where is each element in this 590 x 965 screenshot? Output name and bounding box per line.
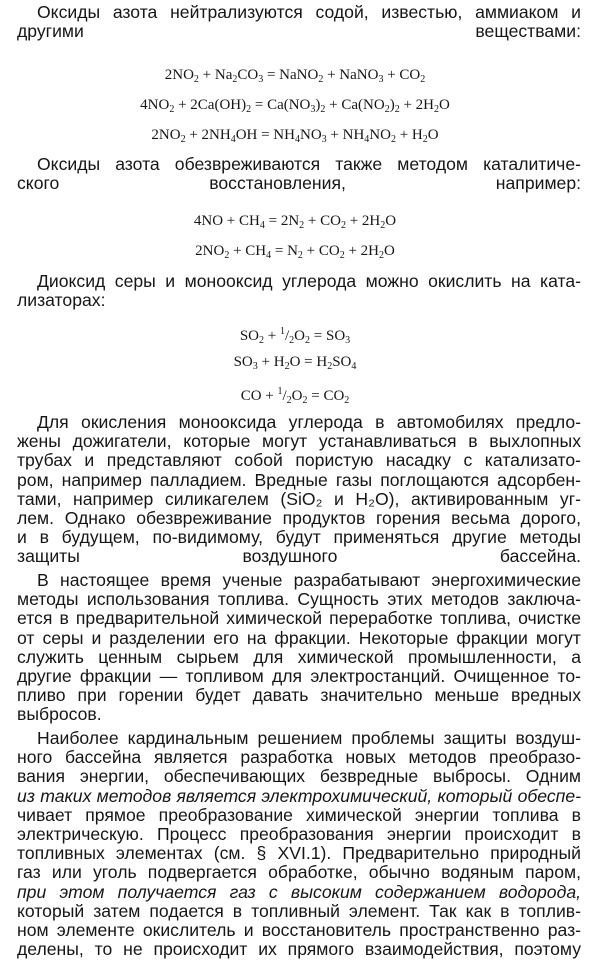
text-line: Оксиды азота обезвреживаются также методом каталитиче- [37, 155, 581, 174]
text-line: Оксиды азота нейтрализуются содой, известью, аммиаком и [37, 3, 581, 22]
text-line: методы использования топлива. Сущность этих методов заключа- [17, 590, 581, 610]
paragraph-catalytic-reduction [17, 155, 581, 193]
text-line: служить ценным сырьем для химической промышленности, а [17, 647, 581, 667]
text-line: при этом получается газ с высоким содержанием водорода, [17, 882, 581, 902]
text-line: чивает прямое преобразование химической энергии топлива в [17, 805, 581, 825]
text-line: Диоксид серы и монооксид углерода можно окислить на ката- [37, 272, 581, 291]
text-line: который затем подается в топливный элемент. Так как в топлив- [17, 901, 581, 921]
text-line: и в будущем, по-видимому, будут применяться другие методы [17, 528, 581, 548]
paragraph-energy-chemical-methods [17, 571, 581, 725]
equation-8: CO + $^1/_2O_2 = CO_2$ [240, 386, 350, 406]
text-line: тами, например силикагелем (SiO₂ и H₂O), активированным уг- [17, 489, 581, 509]
text-line: В настоящее время ученые разрабатывают энергохимические [37, 571, 581, 590]
text-line: ном элементе окислитель и восстановитель пространственно раз- [17, 920, 581, 940]
text-line: Наиболее кардинальным решением проблемы защиты воздуш- [37, 729, 581, 748]
text-line: Для окисления монооксида углерода в автомобилях предло- [37, 413, 581, 432]
paragraph-afterburners [17, 413, 581, 567]
text-line: другими веществами: [17, 21, 581, 42]
equation-6: $SO_2 + ^1/_2O_2 = SO_3$ [239, 326, 351, 346]
equation-5: $2NO_2 + CH_4 = N_2 + CO_2 + 2H_2O$ [195, 243, 395, 261]
text-line: вания энергии, обеспечивающих безвредные выбросы. Одним [17, 767, 581, 787]
text-line: ром, например палладием. Вредные газы поглощаются адсорбен- [17, 470, 581, 490]
text-line: ного бассейна является разработка новых методов преобразо- [17, 748, 581, 768]
text-line: защиты воздушного бассейна. [17, 546, 581, 567]
text-line: газ или уголь подвергается обработке, обычно водяным паром, [17, 863, 581, 883]
text-line: из таких методов является электрохимический, который обеспе- [17, 786, 581, 806]
text-line: электрическую. Процесс преобразования энергии происходит в [17, 824, 581, 844]
paragraph-sulfur-dioxide-oxidation [17, 272, 581, 310]
text-line: делены, то не происходит их прямого взаимодействия, поэтому [17, 940, 581, 960]
text-line: жены дожигатели, которые могут устанавливаться в выхлопных [17, 432, 581, 452]
paragraph-nitrogen-oxides-neutralization [17, 3, 581, 41]
text-line: от серы и разделении его на фракции. Некоторые фракции могут [17, 628, 581, 648]
text-line: лем. Однако обезвреживание продуктов горения весьма дорого, [17, 508, 581, 528]
text-line: топливных элементах (см. § XVI.1). Предварительно природный [17, 844, 581, 864]
equation-3: $2NO_2 + 2NH_4OH = NH_4NO_3 + NH_4NO_2 + H_2O$ [151, 127, 439, 145]
equation-1: $2NO_2 + Na_2CO_3$ = NaNO$_2$ + NaNO$_3$ + $CO_2$ [164, 67, 426, 85]
text-line: другие фракции — топливом для электростанций. Очищенное то- [17, 666, 581, 686]
text-line: ется в предварительной химической переработке топлива, очистке [17, 609, 581, 629]
text-line: лизаторах: [17, 290, 106, 311]
text-line: ского восстановления, например: [17, 173, 581, 194]
equation-7: $SO_3 + H_2O = H_2SO_4$ [233, 354, 357, 372]
paragraph-electrochemical-method [17, 729, 581, 959]
equation-2: $4NO_2 + 2Ca(OH)_2 = Ca(NO_3)_2 + Ca(NO_2)_2 + 2H_2O$ [140, 97, 450, 115]
text-line: трубах и представляют собой пористую насадку с катализато- [17, 451, 581, 471]
text-line: пливо при горении будет давать значительно меньше вредных [17, 686, 581, 706]
equation-4: $4NO + CH_4 = 2N_2 + CO_2 + 2H_2O$ [193, 213, 397, 231]
text-line: выбросов. [17, 704, 102, 725]
